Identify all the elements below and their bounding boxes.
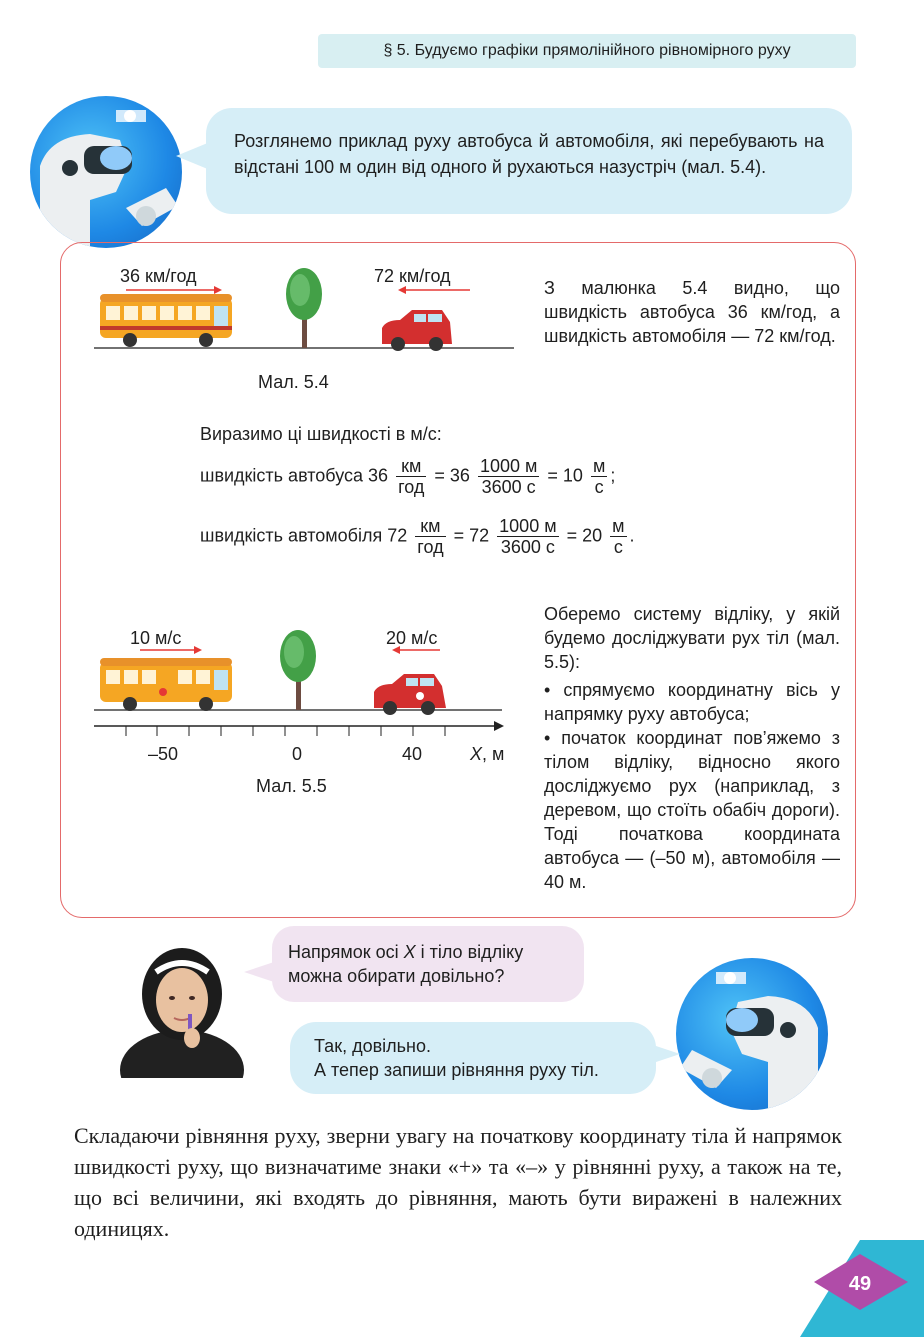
car-speed-label: 72 км/год xyxy=(374,266,451,286)
bus-speed-conversion: швидкість автобуса 36 $\frac{км}{\text{год}}$ = 36 $\frac{1000 м}{3600 с}$ = 10 $\frac{м}{с}$ ; xyxy=(200,456,616,497)
kmh-fraction: $\frac{км}{\text{год}}$ xyxy=(417,516,444,557)
bus-image xyxy=(100,658,232,711)
tick-label-40: 40 xyxy=(402,744,423,764)
bus-image xyxy=(100,294,232,347)
robot-avatar-top xyxy=(30,96,182,248)
tick-label-minus50: –50 xyxy=(148,744,179,764)
robot-avatar-bottom xyxy=(676,958,828,1110)
ms-fraction: $\frac{м}{с}$ xyxy=(592,456,606,497)
page-number: 49 xyxy=(848,1273,872,1295)
robot-icon xyxy=(30,96,182,248)
tick-label-0: 0 xyxy=(292,744,303,764)
fig55-bullet-1: • спрямуємо координатну вісь у напрямку руху автобуса; xyxy=(544,680,840,724)
figure-caption-5-5: Мал. 5.5 xyxy=(256,776,327,796)
girl-avatar xyxy=(118,942,246,1078)
fig55-bullet-2: • початок координат пов’яжемо з тілом відліку, відносно якого досліджуємо рух (наприклад, з деревом, що стоїть обабіч дороги). Тоді початкова координата автобуса — (–50 м), автомобіля — 40 м. xyxy=(544,728,840,892)
axis-label: X, м xyxy=(470,744,505,764)
fig54-description: З малюнка 5.4 видно, що швидкість автобуса 36 км/год, а швидкість автомобіля — 72 км/год. xyxy=(544,278,840,346)
unit-ratio-fraction: $\frac{1000 м}{3600 с}$ xyxy=(479,456,538,497)
girl-question xyxy=(288,940,578,988)
robot-answer-line-1: Так, довільно. xyxy=(314,1036,431,1056)
robot-answer xyxy=(314,1034,654,1082)
bubble-tail xyxy=(244,962,274,982)
x-axis xyxy=(94,721,504,736)
car-image xyxy=(382,310,452,351)
bus-conv-label: швидкість автобуса 36 xyxy=(200,465,389,486)
car-conv-label: швидкість автомобіля 72 xyxy=(200,525,408,546)
car-speed-label-5-5: 20 м/с xyxy=(386,628,438,648)
tree-image xyxy=(280,630,316,710)
bubble-tail xyxy=(650,1044,680,1064)
section-header: § 5. Будуємо графіки прямолінійного рівномірного руху xyxy=(318,34,856,68)
girl-question-line-2: можна обирати довільно? xyxy=(288,966,505,986)
fig55-intro: Оберемо систему відліку, у якій будемо досліджувати рух тіл (мал. 5.5): xyxy=(544,604,840,672)
kmh-fraction: $\frac{км}{\text{год}}$ xyxy=(398,456,425,497)
figure-caption-5-4: Мал. 5.4 xyxy=(258,372,329,392)
car-image xyxy=(374,674,446,715)
bubble-tail xyxy=(176,142,210,170)
girl-question-line-1: Напрямок осі X і тіло відліку xyxy=(288,942,524,962)
robot-answer-line-2: А тепер запиши рівняння руху тіл. xyxy=(314,1060,599,1080)
conversion-intro: Виразимо ці швидкості в м/с: xyxy=(200,424,442,444)
girl-portrait-icon xyxy=(118,942,246,1078)
bus-speed-label: 36 км/год xyxy=(120,266,197,286)
ms-fraction: $\frac{м}{с}$ xyxy=(612,516,625,557)
tree-image xyxy=(286,268,322,348)
body-paragraph: Складаючи рівняння руху, зверни увагу на початкову координату тіла й напрямок швидкості руху, що визначатиме знаки «+» та «–» у рівнянні руху, а також на те, що всі величини, які входять до рівняння, мають бути виражені в належних одиницях. xyxy=(74,1123,842,1241)
bus-speed-label-5-5: 10 м/с xyxy=(130,628,182,648)
car-speed-conversion: швидкість автомобіля 72 $\frac{км}{\text{год}}$ = 72 $\frac{1000 м}{3600 с}$ = 20 $\frac{м}{с}$ . xyxy=(200,516,635,557)
unit-ratio-fraction: $\frac{1000 м}{3600 с}$ xyxy=(499,516,557,557)
intro-text: Розглянемо приклад руху автобуса й автомобіля, які перебувають на відстані 100 м один від одного й рухаються назустріч (мал. 5.4). xyxy=(234,131,824,177)
robot-icon xyxy=(676,958,828,1110)
